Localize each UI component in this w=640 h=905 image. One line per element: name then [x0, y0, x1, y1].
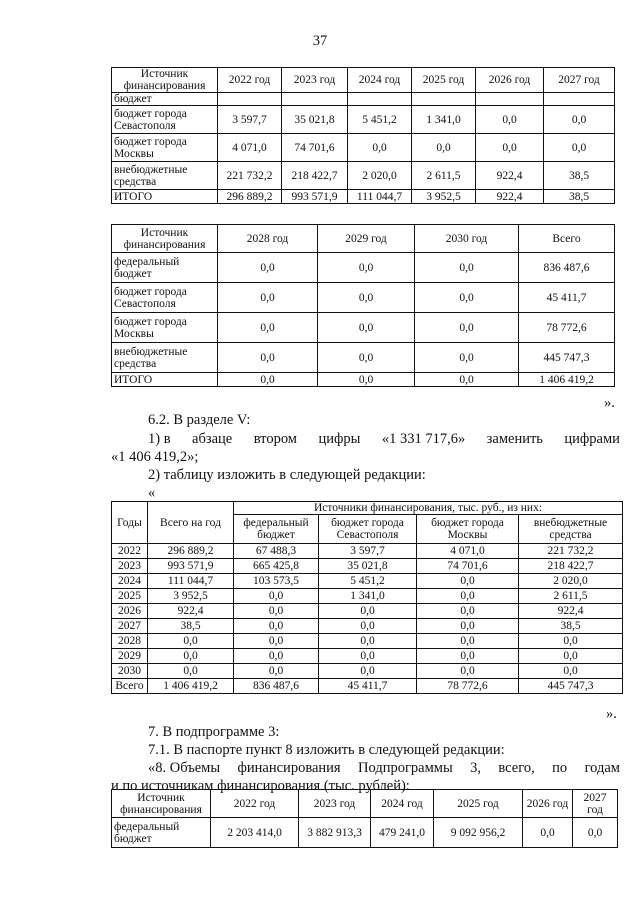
header-total: Всего: [519, 225, 615, 253]
table-row-total: [112, 679, 623, 694]
header-year: 2027 год: [573, 790, 618, 818]
word: годам: [584, 760, 620, 776]
value-cell: 67 488,3: [234, 544, 319, 559]
value-cell: [476, 93, 544, 106]
header-federal: федеральный бюджет: [234, 515, 319, 544]
value-cell: 3 882 913,3: [299, 818, 371, 848]
value-cell: 0,0: [415, 283, 519, 313]
page-number: 37: [312, 33, 328, 49]
value-cell: [412, 93, 476, 106]
value-cell: 38,5: [544, 190, 615, 204]
value-cell: 0,0: [573, 818, 618, 848]
header-moscow: бюджет города Москвы: [417, 515, 519, 544]
table-row: [112, 106, 615, 134]
value-cell: 445 747,3: [519, 343, 615, 373]
header-year: 2026 год: [523, 790, 573, 818]
table-row: [112, 134, 615, 162]
value-cell: 0,0: [544, 134, 615, 162]
word: «8. Объемы: [148, 760, 221, 776]
subprogram3-funding-table: [111, 789, 618, 848]
value-cell: 993 571,9: [148, 559, 234, 574]
year-cell: 2026: [112, 604, 148, 619]
subprogram-paragraph: 7. В подпрограмме 3:: [148, 724, 280, 740]
header-year: 2028 год: [218, 225, 318, 253]
table-row: [112, 604, 623, 619]
value-cell: 0,0: [318, 343, 415, 373]
value-cell: 5 451,2: [348, 106, 412, 134]
value-cell: 38,5: [148, 619, 234, 634]
table-row-total: [112, 373, 615, 387]
value-cell: 0,0: [417, 619, 519, 634]
table-row: [112, 574, 623, 589]
word: по: [552, 760, 568, 776]
header-year: 2024 год: [371, 790, 434, 818]
value-cell: 836 487,6: [519, 253, 615, 283]
value-cell: 0,0: [218, 343, 318, 373]
header-source: Источник финансирования: [112, 68, 218, 93]
value-cell: 1 341,0: [319, 589, 417, 604]
word: втором: [253, 431, 297, 447]
value-cell: [544, 93, 615, 106]
value-cell: 218 422,7: [282, 162, 348, 190]
word: цифрами: [564, 431, 620, 447]
value-cell: 2 611,5: [519, 589, 623, 604]
year-cell: 2029: [112, 649, 148, 664]
value-cell: 0,0: [415, 313, 519, 343]
table-row-total: [112, 190, 615, 204]
table-row: [112, 818, 618, 848]
value-cell: 3 597,7: [218, 106, 282, 134]
section-paragraph: 6.2. В разделе V:: [148, 412, 251, 428]
word: Подпрограммы: [358, 760, 453, 776]
value-cell: 3 952,5: [412, 190, 476, 204]
value-cell: 103 573,5: [234, 574, 319, 589]
value-cell: 922,4: [476, 190, 544, 204]
value-cell: 296 889,2: [148, 544, 234, 559]
value-cell: 0,0: [519, 649, 623, 664]
value-cell: 2 203 414,0: [211, 818, 299, 848]
year-cell: 2022: [112, 544, 148, 559]
value-cell: 0,0: [412, 134, 476, 162]
value-cell: 0,0: [234, 589, 319, 604]
value-cell: 221 732,2: [519, 544, 623, 559]
value-cell: 45 411,7: [519, 283, 615, 313]
value-cell: 0,0: [417, 574, 519, 589]
word: цифры: [318, 431, 361, 447]
header-sources-group: Источники финансирования, тыс. руб., из них:: [234, 502, 623, 515]
value-cell: 479 241,0: [371, 818, 434, 848]
table-row: [112, 619, 623, 634]
value-cell: 0,0: [319, 664, 417, 679]
value-cell: 2 020,0: [348, 162, 412, 190]
value-cell: 45 411,7: [319, 679, 417, 694]
source-cell: бюджет: [112, 93, 218, 106]
value-cell: 0,0: [415, 253, 519, 283]
closing-quote: ».: [604, 395, 615, 411]
value-cell: [348, 93, 412, 106]
word: «1 331 717,6»: [381, 431, 466, 447]
value-cell: 0,0: [234, 664, 319, 679]
year-cell: 2028: [112, 634, 148, 649]
value-cell: 0,0: [319, 634, 417, 649]
value-cell: 0,0: [218, 373, 318, 387]
value-cell: 0,0: [415, 343, 519, 373]
value-cell: 0,0: [318, 373, 415, 387]
passport-paragraph: 7.1. В паспорте пункт 8 изложить в следующей редакции:: [148, 742, 505, 758]
value-cell: 0,0: [417, 604, 519, 619]
value-cell: 111 044,7: [148, 574, 234, 589]
replace-paragraph-line2: «1 406 419,2»;: [111, 449, 199, 465]
header-year: 2026 год: [476, 68, 544, 93]
source-cell: внебюджетные средства: [112, 343, 218, 373]
year-cell: 2027: [112, 619, 148, 634]
header-source: Источник финансирования: [112, 225, 218, 253]
funding-table-2028-2030: [111, 224, 615, 387]
value-cell: [218, 93, 282, 106]
funding-by-year-table: [111, 501, 623, 694]
value-cell: 0,0: [234, 634, 319, 649]
table-row: [112, 313, 615, 343]
table-row: [112, 283, 615, 313]
value-cell: 38,5: [519, 619, 623, 634]
header-year: 2023 год: [299, 790, 371, 818]
value-cell: 0,0: [218, 283, 318, 313]
year-cell: 2024: [112, 574, 148, 589]
source-cell: ИТОГО: [112, 190, 218, 204]
table-row: [112, 634, 623, 649]
header-year: 2023 год: [282, 68, 348, 93]
header-year: 2025 год: [434, 790, 523, 818]
value-cell: 3 597,7: [319, 544, 417, 559]
table-row: [112, 649, 623, 664]
value-cell: 218 422,7: [519, 559, 623, 574]
header-year: 2024 год: [348, 68, 412, 93]
source-cell: федеральный бюджет: [112, 818, 211, 848]
replace-paragraph-line1: [148, 430, 620, 448]
value-cell: 0,0: [476, 106, 544, 134]
table-row: [112, 253, 615, 283]
header-year: 2022 год: [211, 790, 299, 818]
value-cell: 296 889,2: [218, 190, 282, 204]
volumes-paragraph-line2: и по источникам финансирования (тыс. рублей):: [111, 778, 410, 794]
value-cell: [282, 93, 348, 106]
value-cell: 0,0: [218, 313, 318, 343]
value-cell: 993 571,9: [282, 190, 348, 204]
value-cell: 0,0: [415, 373, 519, 387]
value-cell: 0,0: [148, 664, 234, 679]
value-cell: 0,0: [218, 253, 318, 283]
header-year: 2029 год: [318, 225, 415, 253]
value-cell: 1 406 419,2: [519, 373, 615, 387]
table-paragraph: 2) таблицу изложить в следующей редакции:: [148, 467, 426, 483]
value-cell: 35 021,8: [319, 559, 417, 574]
value-cell: 111 044,7: [348, 190, 412, 204]
value-cell: 2 020,0: [519, 574, 623, 589]
value-cell: 5 451,2: [319, 574, 417, 589]
value-cell: 665 425,8: [234, 559, 319, 574]
year-cell: 2025: [112, 589, 148, 604]
value-cell: 0,0: [318, 253, 415, 283]
table-row: [112, 93, 615, 106]
value-cell: 0,0: [148, 634, 234, 649]
value-cell: 1 406 419,2: [148, 679, 234, 694]
header-sevastopol: бюджет города Севастополя: [319, 515, 417, 544]
source-cell: бюджет города Севастополя: [112, 106, 218, 134]
value-cell: 0,0: [544, 106, 615, 134]
word: всего,: [498, 760, 535, 776]
header-years: Годы: [112, 502, 148, 544]
header-year: 2027 год: [544, 68, 615, 93]
volumes-paragraph-line1: [148, 759, 620, 777]
value-cell: 0,0: [319, 649, 417, 664]
value-cell: 0,0: [519, 664, 623, 679]
header-extrabudget: внебюджетные средства: [519, 515, 623, 544]
source-cell: бюджет города Севастополя: [112, 283, 218, 313]
word: финансирования: [237, 760, 341, 776]
value-cell: 78 772,6: [417, 679, 519, 694]
table-row: [112, 162, 615, 190]
source-cell: федеральный бюджет: [112, 253, 218, 283]
value-cell: 78 772,6: [519, 313, 615, 343]
value-cell: 445 747,3: [519, 679, 623, 694]
year-cell: Всего: [112, 679, 148, 694]
value-cell: 0,0: [417, 649, 519, 664]
value-cell: 0,0: [348, 134, 412, 162]
source-cell: бюджет города Москвы: [112, 313, 218, 343]
word: абзаце: [192, 431, 233, 447]
table-row: [112, 589, 623, 604]
value-cell: 922,4: [148, 604, 234, 619]
value-cell: 2 611,5: [412, 162, 476, 190]
value-cell: 922,4: [519, 604, 623, 619]
year-cell: 2023: [112, 559, 148, 574]
table-row: [112, 544, 623, 559]
source-cell: ИТОГО: [112, 373, 218, 387]
header-year: 2025 год: [412, 68, 476, 93]
word: 1) в: [148, 431, 171, 447]
value-cell: 0,0: [148, 649, 234, 664]
year-cell: 2030: [112, 664, 148, 679]
header-source: Источник финансирования: [112, 790, 211, 818]
value-cell: 0,0: [519, 634, 623, 649]
value-cell: 0,0: [417, 634, 519, 649]
word: заменить: [486, 431, 543, 447]
value-cell: 836 487,6: [234, 679, 319, 694]
value-cell: 0,0: [417, 664, 519, 679]
source-cell: внебюджетные средства: [112, 162, 218, 190]
value-cell: 0,0: [319, 619, 417, 634]
value-cell: 4 071,0: [417, 544, 519, 559]
value-cell: 38,5: [544, 162, 615, 190]
value-cell: 74 701,6: [417, 559, 519, 574]
value-cell: 0,0: [234, 604, 319, 619]
header-year: 2030 год: [415, 225, 519, 253]
value-cell: 922,4: [476, 162, 544, 190]
value-cell: 0,0: [318, 313, 415, 343]
table-row: [112, 559, 623, 574]
value-cell: 0,0: [234, 619, 319, 634]
value-cell: 221 732,2: [218, 162, 282, 190]
value-cell: 0,0: [476, 134, 544, 162]
value-cell: 1 341,0: [412, 106, 476, 134]
header-total-per-year: Всего на год: [148, 502, 234, 544]
value-cell: 0,0: [234, 649, 319, 664]
source-cell: бюджет города Москвы: [112, 134, 218, 162]
funding-table-2022-2027: [111, 67, 615, 204]
value-cell: 9 092 956,2: [434, 818, 523, 848]
value-cell: 0,0: [318, 283, 415, 313]
value-cell: 0,0: [523, 818, 573, 848]
value-cell: 35 021,8: [282, 106, 348, 134]
value-cell: 0,0: [417, 589, 519, 604]
value-cell: 4 071,0: [218, 134, 282, 162]
table-row: [112, 343, 615, 373]
value-cell: 0,0: [319, 604, 417, 619]
closing-quote: ».: [606, 706, 617, 722]
table-row: [112, 664, 623, 679]
opening-quote: «: [148, 485, 156, 501]
header-year: 2022 год: [218, 68, 282, 93]
value-cell: 74 701,6: [282, 134, 348, 162]
word: 3,: [470, 760, 481, 776]
value-cell: 3 952,5: [148, 589, 234, 604]
